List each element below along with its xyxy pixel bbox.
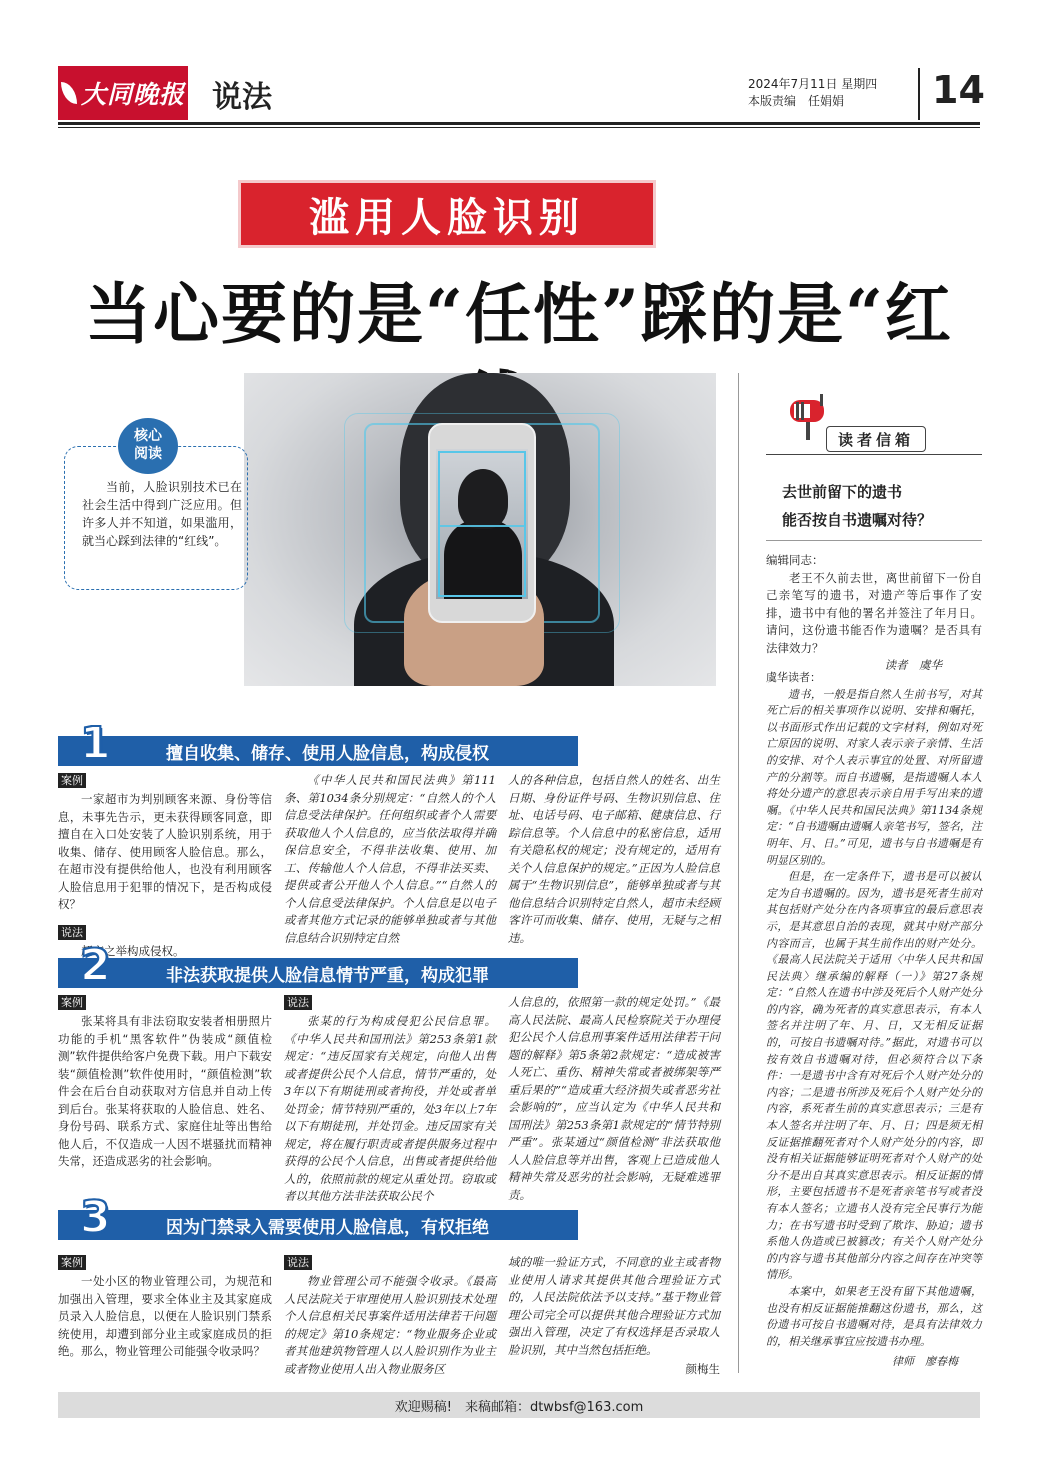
section-name: 说法 <box>212 80 272 115</box>
issue-date: 2024年7月11日 星期四 <box>748 77 878 91</box>
masthead-rule-thin <box>58 127 980 128</box>
main-headline: 当心要的是“任性”踩的是“红 <box>85 275 953 353</box>
section1-col2: 《中华人民共和国民法典》第111条、第1034条分别规定：“自然人的个人信息受法律保护。任何组织或者个人需要获取他人个人信息的，应当依法取得并确保信息安全，不得非法收集、使用、加工、传输他人个人信息，不得非法买卖、提供或者公开他人个人信息。”“自然人的个人信息受法律保护。个人信息是以电子或者其他方式记录的能够单独或者与其他信息结合识别特定自然 <box>284 773 496 945</box>
case-label: 案例 <box>58 995 86 1010</box>
face-scan-line <box>438 525 526 527</box>
section3-title-bar: 因为门禁录入需要使用人脸信息，有权拒绝 <box>58 1210 578 1240</box>
section1-number: 1 <box>80 718 111 769</box>
page-number: 14 <box>932 68 985 112</box>
say-label: 说法 <box>58 925 86 940</box>
reader-title-rule <box>766 454 982 455</box>
section1-say: 超市之举构成侵权。 <box>81 943 185 958</box>
mailbox-icon <box>786 392 830 442</box>
section1-title-bar: 擅自收集、储存、使用人脸信息，构成侵权 <box>58 736 578 766</box>
section2-col3: 人信息的，依照第一款的规定处罚。”《最高人民法院、最高人民检察院关于办理侵犯公民个人信息刑事案件适用法律若干问题的解释》第5条第2款规定：“造成被害人死亡、重伤、精神失常或者被绑架等严重后果的”“造成重大经济损失或者恶劣社会影响的”，应当认定为《中华人民共和国刑法》第253条第1款规定的“情节特别严重”。张某通过“颜值检测”非法获取他人人脸信息等并出售，客观上已造成他人精神失常及恶劣的社会影响，无疑难逃罪责。 <box>508 995 720 1202</box>
section2-number: 2 <box>80 940 111 991</box>
photo-phone <box>428 423 536 623</box>
section2-case: 张某将具有非法窃取安装者相册照片功能的手机“黑客软件”伪装成“颜值检测”软件提供给客户免费下载。用户下载安装“颜值检测”软件使用时，“颜值检测”软件会在后台自动获取对方信息并自动上传到后台。张某将获取的人脸信息、姓名、身份号码、联系方式、家庭住址等出售给他人后，不仅造成一人因不堪骚扰而精神失常，还造成恶劣的社会影响。 <box>58 1014 272 1168</box>
section3-col3: 域的唯一验证方式，不同意的业主或者物业使用人请求其提供其他合理验证方式的，人民法院依法予以支持。”基于物业管理公司完全可以提供其他合理验证方式加强出入管理，决定了有权选择是否录取人脸识别，其中当然包括拒绝。 颜梅生 <box>508 1254 720 1379</box>
kicker-title: 滥用人脸识别 <box>238 180 656 248</box>
section3-col1 <box>58 1254 272 1361</box>
reply-signature: 律师 廖春梅 <box>892 1355 958 1369</box>
dateline <box>748 76 877 110</box>
question-rule <box>766 540 982 541</box>
reader-mailbox-title: 读者信箱 <box>826 426 926 452</box>
section2-title-bar: 非法获取提供人脸信息情节严重，构成犯罪 <box>58 958 578 988</box>
case-label: 案例 <box>58 773 86 788</box>
section2-col1 <box>58 994 272 1171</box>
newspaper-logo: 大同晚报 <box>58 66 188 120</box>
face-recognition-photo <box>244 373 716 686</box>
page-divider <box>918 68 920 120</box>
leaf-icon <box>61 82 77 104</box>
case-label: 案例 <box>58 1255 86 1270</box>
say-label: 说法 <box>284 995 312 1010</box>
reader-reply: 虞华读者： 遗书，一般是指自然人生前书写，对其死亡后的相关事项作以说明、安排和嘱托，以书面形式作出记载的文字材料，例如对死亡原因的说明、对家人表示亲子亲情、生活的安排、对个人表示事宜的处置、对所留遗产的分割等。而自书遗嘱，是指遗嘱人本人将处分遗产的意思表示亲自用手写出来的遗嘱。《中华人民共和国民法典》第1134条规定：“自书遗嘱由遗嘱人亲笔书写，签名，注明年、月、日。”可见，遗书与自书遗嘱是有明显区别的。 但是，在一定条件下，遗书是可以被认定为自书遗嘱的。因为，遗书是死者生前对其包括财产处分在内各项事宜的最后意思表示，是其意思自治的表现，就其中财产部分内容而言，也属于其生前作出的财产处分。《最高人民法院关于适用〈中华人民共和国民法典〉继承编的解释（一）》第27条规定：“自然人在遗书中涉及死后个人财产处分的内容，确为死者的真实意思表示，有本人签名并注明了年、月、日，又无相反证据的，可按自书遗嘱对待。”据此，对遗书可以按有效自书遗嘱对待，但必须符合以下条件：一是遗书中含有对死后个人财产处分的内容；二是遗书所涉及死后个人财产处分的内容，系死者生前的真实意思表示；三是有本人签名并注明了年、月、日；四是须无相反证据推翻死者对个人财产处分的内容，即没有相关证据能够证明死者对个人财产的处分不是出自其真实意思表示。相反证据的情形，主要包括遗书不是死者亲笔书写或者没有本人签名；立遗书人没有完全民事行为能力；在书写遗书时受到了欺诈、胁迫；遗书系他人伪造或已被篡改；有关个人财产处分的内容与遗书其他部分内容之间存在冲突等情形。 本案中，如果老王没有留下其他遗嘱，也没有相反证据能推翻这份遗书，那么，这份遗书可按自书遗嘱对待，是具有法律效力的，相关继承事宜应按遗书办理。 律师 廖春梅 <box>766 670 982 1371</box>
photo-phone-screen <box>436 449 528 599</box>
core-reading-text: 当前，人脸识别技术已在社会生活中得到广泛应用。但许多人并不知道，如果滥用，就当心踩到法律的“红线”。 <box>82 480 242 548</box>
face-scan-box <box>438 451 526 597</box>
section3-col2: 说法 物业管理公司不能强令收录。《最高人民法院关于审理使用人脸识别技术处理个人信息相关民事案件适用法律若干问题的规定》第10条规定：“物业服务企业或者其他建筑物管理人以人脸识别作为业主或者物业使用人出入物业服务区 <box>284 1256 496 1376</box>
section1-case: 一家超市为判别顾客来源、身份等信息，未事先告示，更未获得顾客同意，即擅自在入口处安装了人脸识别系统，用于收集、储存、使用顾客人脸信息。那么，在超市没有提供给他人，也没有利用顾客人脸信息用于犯罪的情况下，是否构成侵权？ <box>58 792 272 911</box>
question-title: 去世前留下的遗书 能否按自书遗嘱对待？ <box>782 483 933 529</box>
page-editor: 本版责编 任娟娟 <box>748 94 845 108</box>
section1-col1 <box>58 772 272 960</box>
section3-number: 3 <box>80 1192 111 1243</box>
column-divider <box>738 373 739 1373</box>
section1-col3: 人的各种信息，包括自然人的姓名、出生日期、身份证件号码、生物识别信息、住址、电话号码、电子邮箱、健康信息、行踪信息等。个人信息中的私密信息，适用有关隐私权的规定；没有规定的，适用有关个人信息保护的规定。”正因为人脸信息属于“生物识别信息”，能够单独或者与其他信息结合识别特定自然人，超市未经顾客许可而收集、储存、使用，无疑与之相违。 <box>508 773 720 945</box>
masthead-rule <box>58 122 980 125</box>
reader-question: 编辑同志： 老王不久前去世，离世前留下一份自己亲笔写的遗书，对遗产等后事作了安排，遗书中有他的署名并签注了年月日。请问，这份遗书能否作为遗嘱？是否具有法律效力？ 读者 虞华 <box>766 553 982 672</box>
core-reading-badge: 核心 阅读 <box>118 418 178 474</box>
section2-col2: 说法 张某的行为构成侵犯公民信息罪。《中华人民共和国刑法》第253条第1款规定：“违反国家有关规定，向他人出售或者提供公民个人信息，情节严重的，处3年以下有期徒刑或者拘役，并处或者单处罚金；情节特别严重的，处3年以上7年以下有期徒刑，并处罚金。违反国家有关规定，将在履行职责或者提供服务过程中获得的公民个人信息，出售或者提供给他人的，依照前款的规定从重处罚。窃取或者以其他方法非法获取公民个 <box>284 996 496 1203</box>
section3-author: 颜梅生 <box>685 1362 720 1376</box>
section3-case: 一处小区的物业管理公司，为规范和加强出入管理，要求全体业主及其家庭成员录入人脸信息，以便在人脸识别门禁系统使用，却遭到部分业主或家庭成员的拒绝。那么，物业管理公司能强令收录吗？ <box>58 1274 272 1358</box>
say-label: 说法 <box>284 1255 312 1270</box>
footer-submission: 欢迎赐稿! 来稿邮箱：dtwbsf@163.com <box>58 1392 980 1418</box>
